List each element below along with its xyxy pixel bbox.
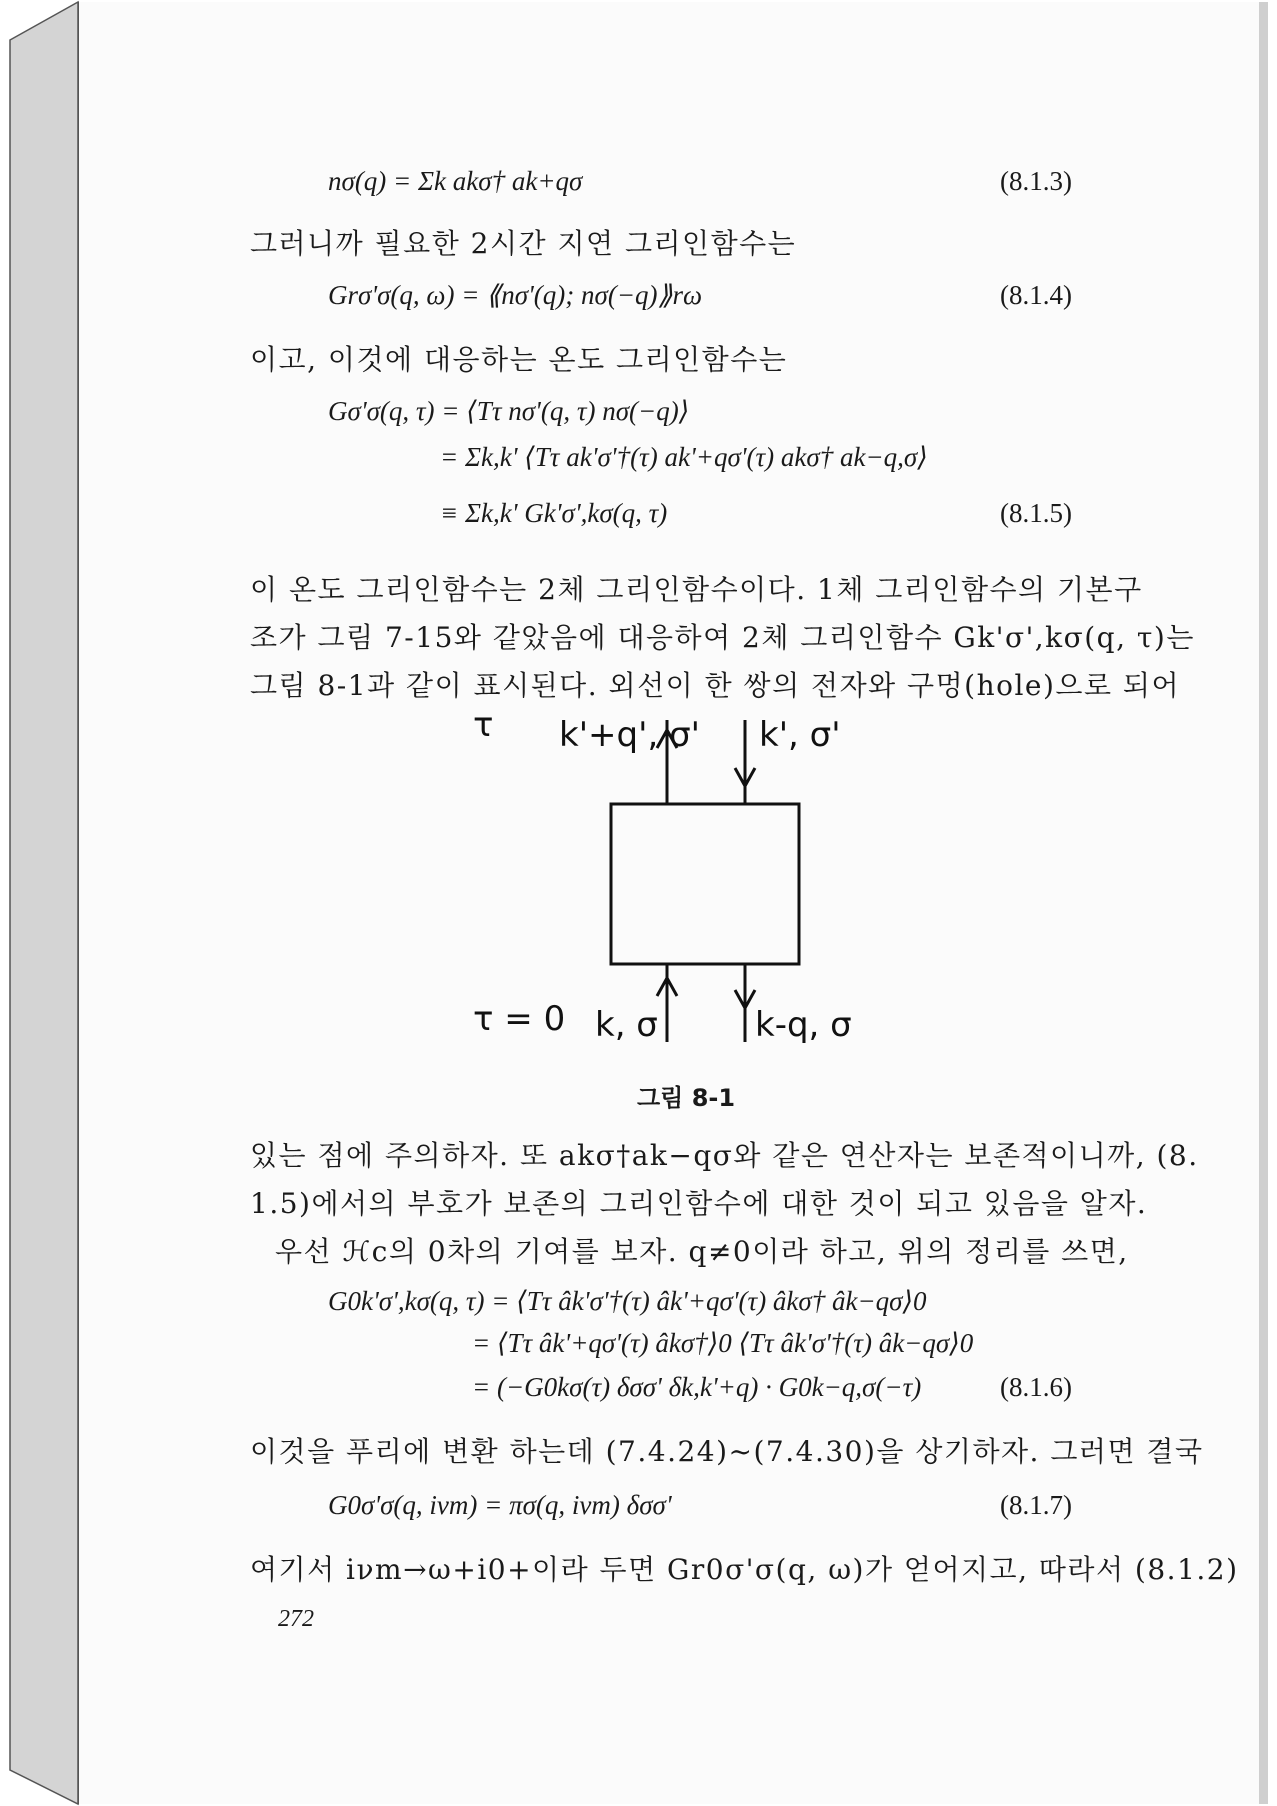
body-text-line: 여기서 iνm→ω+i0+이라 두면 Gr0σ'σ(q, ω)가 얻어지고, 따라서 (8.1.2) [250, 1553, 1239, 1586]
equation-8-1-5-line3: ≡ Σk,k' Gk'σ',kσ(q, τ) [440, 498, 668, 528]
body-text-line: 조가 그림 7-15와 같았음에 대응하여 2체 그리인함수 Gk'σ',kσ(q, τ)는 [250, 621, 1195, 654]
label-bottom-left: k, σ [595, 1005, 658, 1045]
equation-8-1-5-line1: Gσ'σ(q, τ) = ⟨Tτ nσ'(q, τ) nσ(−q)⟩ [328, 396, 690, 426]
equation-8-1-7: G0σ'σ(q, iνm) = πσ(q, iνm) δσσ' [328, 1490, 672, 1520]
equation-number: (8.1.6) [1000, 1372, 1072, 1402]
equation-number: (8.1.5) [1000, 498, 1072, 528]
equation-8-1-5-line2: = Σk,k' ⟨Tτ ak'σ'†(τ) ak'+qσ'(τ) akσ† ak−q,σ⟩ [440, 442, 928, 472]
vertex-box [611, 804, 799, 964]
tau-top-label: τ [473, 705, 494, 745]
equation-8-1-6-line3: = (−G0kσ(τ) δσσ' δk,k'+q) · G0k−q,σ(−τ) [472, 1372, 922, 1402]
body-text-line: 그림 8-1과 같이 표시된다. 외선이 한 쌍의 전자와 구멍(hole)으로 되어 [250, 669, 1181, 702]
body-text-line: 이 온도 그리인함수는 2체 그리인함수이다. 1체 그리인함수의 기본구 [250, 573, 1143, 606]
label-top-left: k'+q', σ' [559, 715, 700, 755]
body-text-line: 1.5)에서의 부호가 보존의 그리인함수에 대한 것이 되고 있음을 알자. [250, 1187, 1148, 1220]
body-text-line: 이것을 푸리에 변환 하는데 (7.4.24)~(7.4.30)을 상기하자. 그러면 결국 [250, 1435, 1204, 1468]
label-bottom-right: k-q, σ [755, 1005, 852, 1045]
equation-8-1-3: nσ(q) = Σk akσ† ak+qσ [328, 166, 583, 196]
equation-number: (8.1.7) [1000, 1490, 1072, 1520]
equation-8-1-6-line2: = ⟨Tτ âk'+qσ'(τ) âkσ†⟩0 ⟨Tτ âk'σ'†(τ) âk−qσ⟩0 [472, 1328, 974, 1358]
equation-number: (8.1.3) [1000, 166, 1072, 196]
page-number: 272 [278, 1606, 314, 1632]
body-text-line: 우선 ℋc의 0차의 기여를 보자. q≠0이라 하고, 위의 정리를 쓰면, [275, 1235, 1129, 1268]
tau-bottom-label: τ = 0 [473, 999, 566, 1039]
label-top-right: k', σ' [759, 715, 841, 755]
equation-8-1-4: Grσ'σ(q, ω) = ⟪nσ'(q); nσ(−q)⟫rω [328, 280, 703, 310]
body-text-line: 이고, 이것에 대응하는 온도 그리인함수는 [250, 343, 788, 376]
figure-8-1-diagram [455, 700, 875, 1060]
body-text-line: 있는 점에 주의하자. 또 akσ†ak−qσ와 같은 연산자는 보존적이니까, (8. [250, 1139, 1199, 1172]
equation-8-1-6-line1: G0k'σ',kσ(q, τ) = ⟨Tτ âk'σ'†(τ) âk'+qσ'(τ) âkσ† âk−qσ⟩0 [328, 1286, 927, 1316]
equation-number: (8.1.4) [1000, 280, 1072, 310]
body-text-line: 그러니까 필요한 2시간 지연 그리인함수는 [250, 227, 797, 260]
figure-caption: 그림 8-1 [637, 1084, 736, 1112]
